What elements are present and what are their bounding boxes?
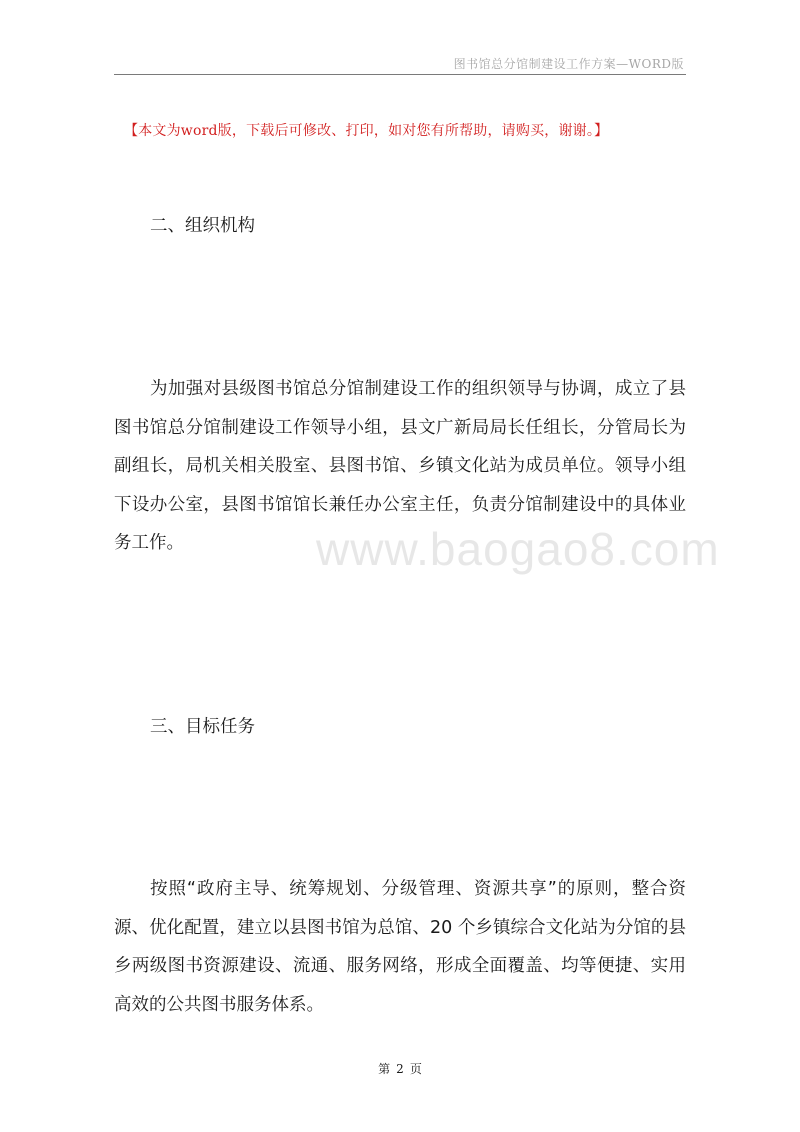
header-divider [114, 74, 686, 75]
section-paragraph-goals: 按照“政府主导、统筹规划、分级管理、资源共享”的原则，整合资源、优化配置，建立以县图书馆为总馆、20 个乡镇综合文化站为分馆的县乡两级图书资源建设、流通、服务网络，形成全面覆盖、均等便捷、实用高效的公共图书服务体系。 [114, 879, 686, 1015]
section-heading-goals: 三、目标任务 [150, 717, 255, 737]
page-footer [0, 1060, 800, 1077]
section-heading-organization: 二、组织机构 [150, 216, 255, 236]
footer-page-number: 2 [396, 1062, 404, 1076]
footer-prefix: 第 [378, 1062, 391, 1076]
footer-suffix: 页 [409, 1062, 422, 1076]
watermark: www.baogao8.com [316, 523, 720, 575]
section-paragraph-organization: 为加强对县级图书馆总分馆制建设工作的组织领导与协调，成立了县图书馆总分馆制建设工作领导小组，县文广新局局长任组长，分管局长为副组长，局机关相关股室、县图书馆、乡镇文化站为成员单位。领导小组下设办公室，县图书馆馆长兼任办公室主任，负责分馆制建设中的具体业务工作。 [114, 379, 686, 553]
purchase-notice: 【本文为word版，下载后可修改、打印，如对您有所帮助，请购买，谢谢。】 [124, 123, 609, 139]
header-title: 图书馆总分馆制建设工作方案—WORD版 [453, 57, 684, 71]
